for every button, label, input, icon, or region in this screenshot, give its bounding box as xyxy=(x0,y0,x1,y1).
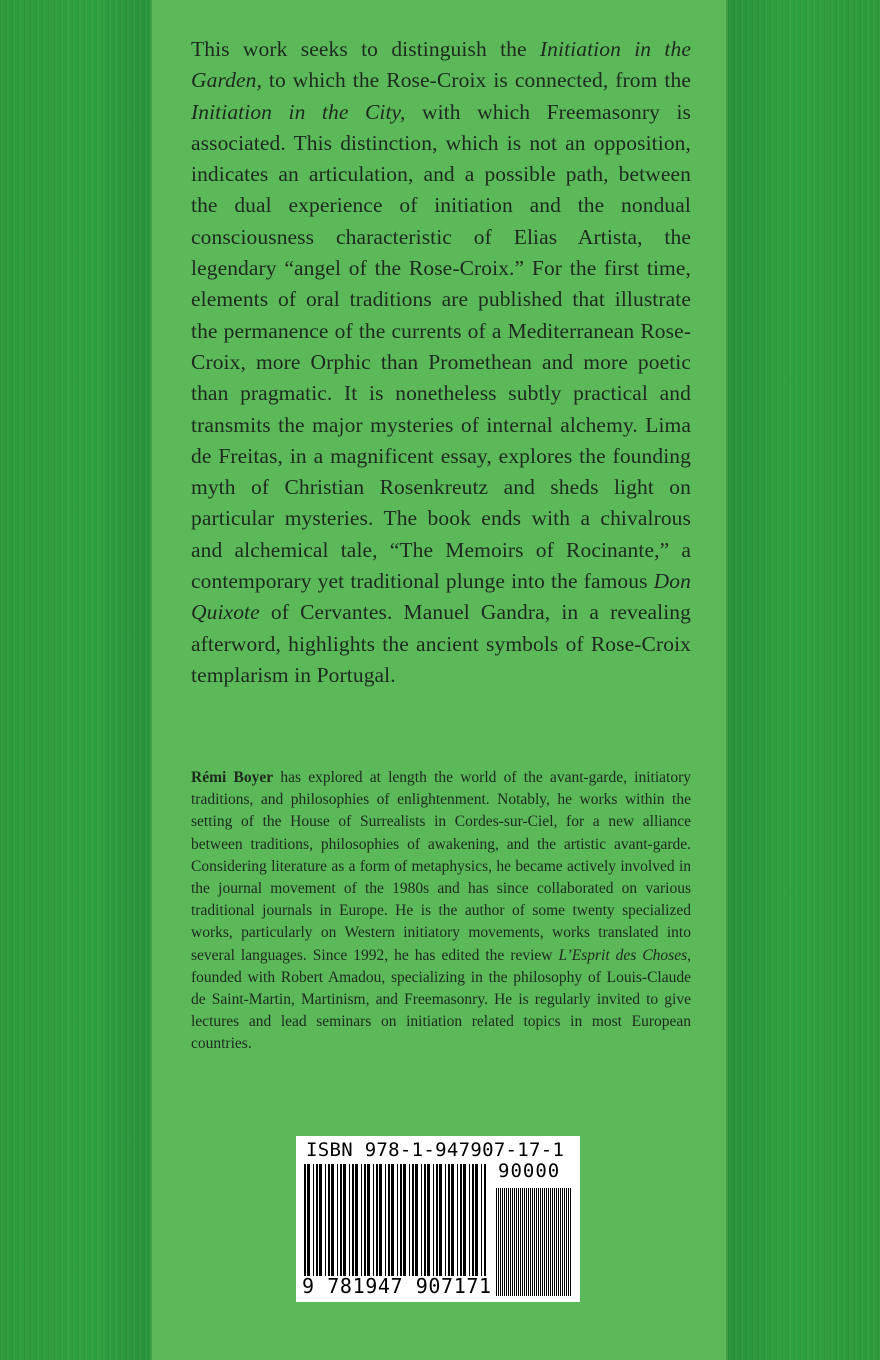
barcode-bar xyxy=(564,1188,565,1296)
barcode-bar xyxy=(524,1188,525,1296)
barcode-bar xyxy=(560,1188,561,1296)
barcode-bar xyxy=(518,1188,519,1296)
isbn-label: ISBN 978-1-947907-17-1 xyxy=(306,1139,565,1161)
barcode-bar xyxy=(534,1188,535,1296)
book-description xyxy=(191,34,691,691)
title-initiation-city: Initiation in the City, xyxy=(191,99,406,124)
barcode-bar xyxy=(522,1188,523,1296)
barcode-bar xyxy=(496,1188,497,1296)
barcode-bar xyxy=(463,1164,466,1276)
barcode-bar xyxy=(536,1188,537,1296)
barcode-bar xyxy=(498,1188,499,1296)
barcode-bar xyxy=(304,1164,306,1276)
barcode-bar xyxy=(328,1164,330,1276)
right-border-stripe xyxy=(728,0,880,1360)
barcode-bar xyxy=(546,1188,547,1296)
barcode-bar xyxy=(349,1164,350,1276)
barcode-bar xyxy=(562,1188,563,1296)
barcode-bar xyxy=(542,1188,543,1296)
barcode-bar xyxy=(472,1164,474,1276)
barcode-bar xyxy=(538,1188,539,1296)
barcode-bar xyxy=(409,1164,410,1276)
barcode-bar xyxy=(460,1164,462,1276)
barcode-bar xyxy=(340,1164,342,1276)
barcode-bar xyxy=(514,1188,515,1296)
barcode-bar xyxy=(436,1164,438,1276)
blurb-end: of Cervantes. Manuel Gandra, in a revealing afterword, highlights the ancient symbols of Rose-Croix templarism in Portugal. xyxy=(191,600,691,687)
barcode-bar xyxy=(554,1188,555,1296)
barcode-bar xyxy=(385,1164,386,1276)
blurb-intro: This work seeks to distinguish the xyxy=(191,37,540,61)
barcode-bar xyxy=(504,1188,505,1296)
barcode-bar xyxy=(510,1188,511,1296)
barcode-bar xyxy=(566,1188,567,1296)
barcode-bar xyxy=(570,1188,571,1296)
barcode-bar xyxy=(355,1164,358,1276)
barcode-bar xyxy=(316,1164,318,1276)
barcode-bar xyxy=(520,1188,521,1296)
barcode-bar xyxy=(376,1164,378,1276)
barcode-bar xyxy=(530,1188,531,1296)
blurb-mid-1: to which the Rose-Croix is connected, from the xyxy=(261,68,691,93)
barcode-bar xyxy=(367,1164,370,1276)
barcode-bar xyxy=(439,1164,442,1276)
barcode-bar xyxy=(343,1164,346,1276)
barcode-bar xyxy=(433,1164,434,1276)
barcode-bar xyxy=(500,1188,501,1296)
price-addon-code: 90000 xyxy=(498,1160,561,1182)
barcode-bar xyxy=(412,1164,414,1276)
barcode-bar xyxy=(526,1188,527,1296)
barcode-bar xyxy=(558,1188,559,1296)
barcode-bar xyxy=(313,1164,314,1276)
barcode-bar xyxy=(307,1164,310,1276)
author-name: Rémi Boyer xyxy=(191,769,274,786)
barcode-bar xyxy=(516,1188,517,1296)
barcode-bar xyxy=(484,1164,486,1276)
isbn-barcode xyxy=(296,1136,580,1302)
barcode-bar xyxy=(552,1188,553,1296)
barcode-bar xyxy=(469,1164,470,1276)
ean-digits: 9 781947 907171 xyxy=(302,1274,492,1298)
barcode-bar xyxy=(506,1188,507,1296)
barcode-bar xyxy=(448,1164,450,1276)
barcode-bar xyxy=(548,1188,549,1296)
barcode-bar xyxy=(550,1188,551,1296)
barcode-bar xyxy=(352,1164,354,1276)
barcode-bar xyxy=(512,1188,513,1296)
barcode-bar xyxy=(415,1164,418,1276)
barcode-bar xyxy=(391,1164,394,1276)
barcode-bar xyxy=(400,1164,402,1276)
barcode-bar xyxy=(337,1164,338,1276)
barcode-bar xyxy=(451,1164,454,1276)
barcode-bar xyxy=(544,1188,545,1296)
barcode-bar xyxy=(568,1188,569,1296)
barcode-bar xyxy=(540,1188,541,1296)
title-initiation-garden: Initiation in the Garden, xyxy=(191,37,691,93)
barcode-bar xyxy=(528,1188,529,1296)
barcode-bar xyxy=(361,1164,362,1276)
barcode-bar xyxy=(325,1164,326,1276)
barcode-bar xyxy=(364,1164,366,1276)
barcode-bar xyxy=(388,1164,390,1276)
left-border-stripe xyxy=(0,0,150,1360)
barcode-bar xyxy=(532,1188,533,1296)
barcode-bar xyxy=(475,1164,478,1276)
review-title: L’Esprit des Choses, xyxy=(558,946,691,964)
barcode-bar xyxy=(421,1164,422,1276)
barcode-bar xyxy=(373,1164,374,1276)
barcode-bar xyxy=(508,1188,509,1296)
panel-divider-right xyxy=(726,0,728,1360)
barcode-bar xyxy=(403,1164,406,1276)
barcode-bar xyxy=(319,1164,322,1276)
barcode-bar xyxy=(379,1164,382,1276)
barcode-bar xyxy=(445,1164,446,1276)
barcode-bar xyxy=(556,1188,557,1296)
barcode-bar xyxy=(457,1164,458,1276)
barcode-bar xyxy=(502,1188,503,1296)
title-don-quixote: Don Quixote xyxy=(191,569,691,625)
barcode-bar xyxy=(427,1164,430,1276)
barcode-bar xyxy=(397,1164,398,1276)
bio-text-2: founded with Robert Amadou, specializing in the philosophy of Louis-Claude de Saint-Martin, Martinism, and Freemasonry. He is regularly invited to give lectures and lead seminars on initiation related topics in most European countries. xyxy=(191,968,691,1053)
blurb-mid-2: with which Freemasonry is associated. This distinction, which is not an opposition, indicates an articulation, and a possible path, between the dual experience of initiation and the nondual consciousness characteristic of Elias Artista, the legendary “angel of the Rose-Croix.” For the first time, elements of oral traditions are published that illustrate the permanence of the currents of a Mediterranean Rose-Croix, more Orphic than Promethean and more poetic than pragmatic. It is nonetheless subtly practical and transmits the major mysteries of internal alchemy. Lima de Freitas, in a magnificent essay, explores the founding myth of Christian Rosenkreutz and sheds light on particular mysteries. The book ends with a chivalrous and alchemical tale, “The Memoirs of Rocinante,” a contemporary yet traditional plunge into the famous xyxy=(191,99,691,594)
barcode-bar xyxy=(424,1164,426,1276)
barcode-bar xyxy=(481,1164,482,1276)
panel-divider-left xyxy=(150,0,152,1360)
bio-text-1: has explored at length the world of the avant-garde, initiatory traditions, and philosophies of enlightenment. Notably, he works within the setting of the House of Surrealists in Cordes-sur-Ciel, for a new alliance between traditions, philosophies of awakening, and the artistic avant-garde. Considering literature as a form of metaphysics, he became actively involved in the journal movement of the 1980s and has since collaborated on various traditional journals in Europe. He is the author of some twenty specialized works, particularly on Western initiatory movements, works translated into several languages. Since 1992, he has edited the review xyxy=(191,769,692,964)
barcode-bar xyxy=(331,1164,334,1276)
author-bio xyxy=(191,767,691,1056)
